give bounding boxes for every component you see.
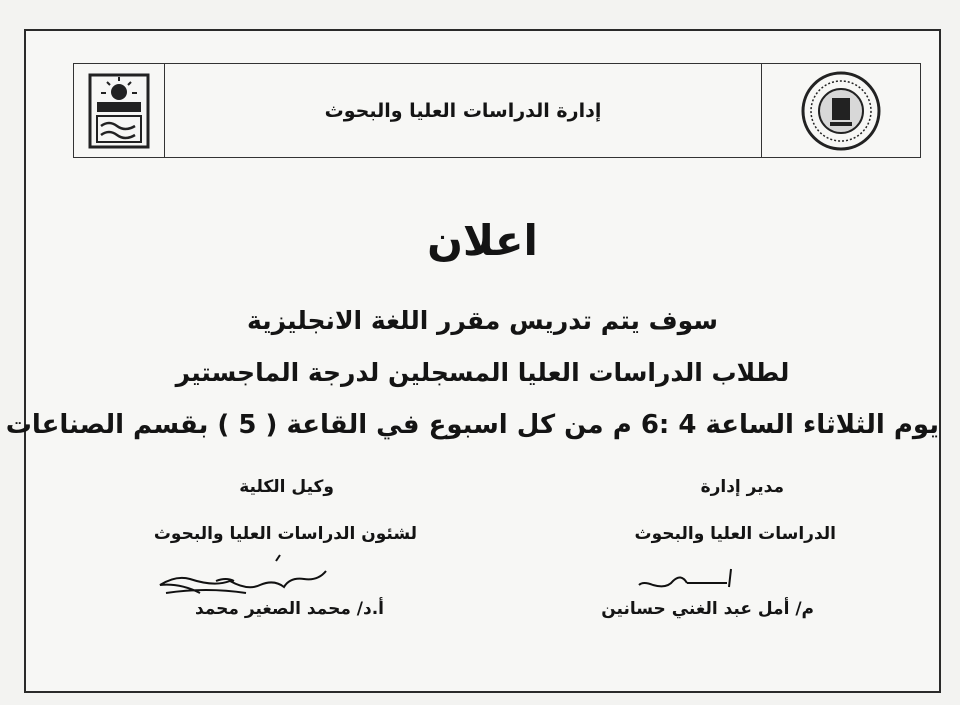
- faculty-seal: [761, 64, 920, 157]
- left-signer-name: أ.د/ محمد الصغير محمد: [194, 599, 384, 619]
- right-signature-icon: [631, 561, 741, 597]
- right-signer-name: م/ أمل عبد الغني حسانين: [601, 599, 814, 619]
- left-signer-title-2: لشئون الدراسات العليا والبحوث: [153, 524, 417, 544]
- announcement-line-1: سوف يتم تدريس مقرر اللغة الانجليزية: [247, 306, 718, 335]
- left-signature-icon: [156, 551, 336, 599]
- announcement-line-3: يوم الثلاثاء الساعة 4 :6 م من كل اسبوع في القاعة ( 5 ) بقسم الصناعات: [5, 410, 939, 440]
- letterhead: [73, 63, 921, 158]
- university-emblem-icon: [87, 72, 151, 150]
- right-signer-title-2: الدراسات العليا والبحوث: [634, 524, 836, 544]
- department-name: إدارة الدراسات العليا والبحوث: [324, 99, 602, 122]
- assiut-university-logo: [74, 64, 165, 157]
- announcement-line-2: لطلاب الدراسات العليا المسجلين لدرجة الماجستير: [175, 358, 790, 387]
- faculty-seal-icon: [800, 70, 882, 152]
- document-frame: [5, 29, 941, 693]
- announcement-title: اعلان: [427, 216, 538, 265]
- left-signer-title-1: وكيل الكلية: [239, 477, 334, 497]
- right-signer-title-1: مدير إدارة: [700, 477, 784, 497]
